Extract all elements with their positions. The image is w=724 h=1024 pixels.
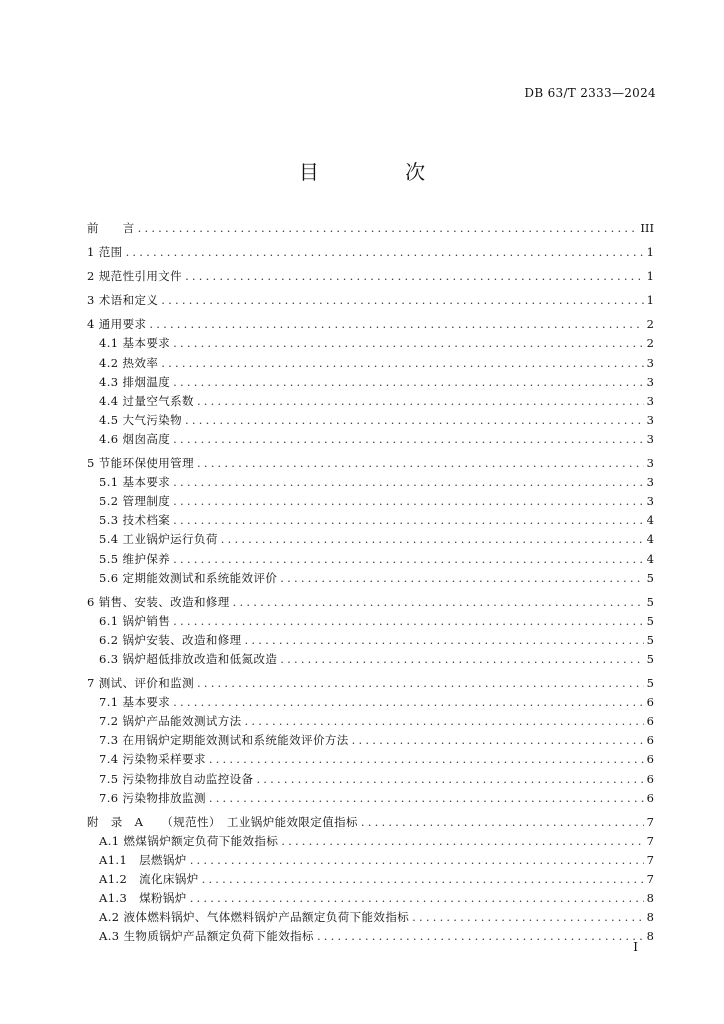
toc-leader-dots: [245, 712, 644, 731]
toc-entry-label: 7.5 污染物排放自动监控设备: [99, 771, 254, 786]
toc-entry-page: 3: [646, 355, 654, 370]
toc-entry-label: A.3 生物质锅炉产品额定负荷下能效指标: [99, 929, 314, 944]
toc-subentry[interactable]: [87, 354, 654, 373]
toc-leader-dots: [412, 908, 644, 927]
toc-entry-label: 附 录 A （规范性） 工业锅炉能效限定值指标: [87, 814, 358, 829]
toc-entry-page: 7: [646, 872, 654, 886]
toc-entry-label: 7.3 在用锅炉定期能效测试和系统能效评价方法: [99, 733, 349, 748]
toc-entry-page: 1: [646, 293, 654, 308]
toc-leader-dots: [185, 267, 644, 286]
toc-subentry[interactable]: [87, 511, 654, 530]
toc-subentry[interactable]: [87, 492, 654, 511]
toc-entry-page: 7: [646, 833, 654, 848]
toc-entry[interactable]: [87, 593, 654, 612]
toc-entry-label: 5.3 技术档案: [99, 513, 171, 528]
toc-leader-dots: [185, 411, 644, 430]
toc-subentry[interactable]: [87, 731, 654, 750]
toc-entry[interactable]: [87, 674, 654, 693]
toc-entry-label: 5.4 工业锅炉运行负荷: [99, 532, 218, 547]
toc-entry-label: 5 节能环保使用管理: [87, 456, 194, 471]
toc-entry-label: 4.1 基本要求: [99, 336, 171, 351]
toc-subentry[interactable]: [87, 889, 654, 908]
page-number: I: [633, 940, 638, 954]
toc-leader-dots: [281, 832, 643, 851]
toc-entry-page: 3: [646, 456, 654, 471]
toc-subentry[interactable]: [87, 650, 654, 669]
toc-entry-label: 7.6 污染物排放监测: [99, 790, 206, 805]
toc-entry-page: 6: [646, 695, 654, 710]
toc-entry-label: A1.3 煤粉锅炉: [99, 891, 187, 906]
table-of-contents: [87, 219, 654, 946]
toc-entry[interactable]: [87, 291, 654, 310]
toc-entry-label: 7 测试、评价和监测: [87, 676, 194, 691]
toc-entry-page: 3: [646, 475, 654, 490]
toc-entry[interactable]: [87, 243, 654, 262]
toc-subentry[interactable]: [87, 373, 654, 392]
toc-subentry[interactable]: [87, 334, 654, 353]
toc-subentry[interactable]: [87, 832, 654, 851]
toc-subentry[interactable]: [87, 392, 654, 411]
toc-entry-page: 3: [646, 494, 654, 509]
toc-entry-page: 8: [646, 910, 654, 925]
toc-entry-label: 前 言: [87, 221, 135, 235]
toc-entry-page: 7: [646, 814, 654, 829]
toc-entry-label: 1 范围: [87, 245, 123, 260]
toc-entry-page: 6: [646, 733, 654, 748]
toc-subentry[interactable]: [87, 908, 654, 927]
toc-leader-dots: [317, 927, 644, 946]
toc-entry-label: 5.5 维护保养: [99, 551, 171, 566]
toc-leader-dots: [126, 243, 644, 262]
toc-leader-dots: [256, 770, 643, 789]
toc-entry-page: 4: [646, 513, 654, 528]
toc-leader-dots: [197, 392, 644, 411]
toc-entry[interactable]: [87, 267, 654, 286]
toc-leader-dots: [173, 511, 644, 530]
toc-entry-label: 5.6 定期能效测试和系统能效评价: [99, 570, 278, 585]
toc-entry[interactable]: [87, 454, 654, 473]
toc-leader-dots: [173, 373, 644, 392]
toc-leader-dots: [233, 593, 644, 612]
toc-entry-page: 6: [646, 771, 654, 786]
toc-entry-page: 8: [646, 891, 654, 906]
toc-entry-page: 1: [646, 245, 654, 260]
toc-subentry[interactable]: [87, 631, 654, 650]
toc-entry-label: 4.5 大气污染物: [99, 412, 183, 427]
toc-leader-dots: [190, 889, 644, 908]
toc-leader-dots: [149, 315, 643, 334]
toc-entry-page: 8: [646, 929, 654, 944]
toc-entry-label: A1.1 层燃锅炉: [99, 852, 187, 867]
toc-title: 目 次: [298, 160, 466, 184]
toc-entry-page: 4: [646, 551, 654, 566]
toc-entry-page: 5: [646, 613, 654, 628]
toc-entry-label: 3 术语和定义: [87, 293, 159, 308]
toc-leader-dots: [138, 219, 638, 238]
toc-subentry[interactable]: [87, 612, 654, 631]
toc-entry-page: 5: [646, 594, 654, 609]
toc-entry[interactable]: [87, 315, 654, 334]
toc-entry-label: 7.1 基本要求: [99, 695, 171, 710]
toc-leader-dots: [173, 693, 644, 712]
toc-leader-dots: [173, 612, 644, 631]
toc-subentry[interactable]: [87, 770, 654, 789]
toc-entry-label: 5.2 管理制度: [99, 494, 171, 509]
toc-entry-page: 3: [646, 412, 654, 427]
toc-leader-dots: [209, 789, 644, 808]
toc-subentry[interactable]: [87, 530, 654, 549]
toc-leader-dots: [209, 750, 644, 769]
toc-entry-page: 1: [646, 269, 654, 284]
toc-entry-label: 4.2 热效率: [99, 355, 159, 370]
toc-entry[interactable]: [87, 219, 654, 238]
toc-leader-dots: [280, 569, 643, 588]
toc-leader-dots: [161, 291, 643, 310]
toc-subentry[interactable]: [87, 550, 654, 569]
toc-entry-label: 6.3 锅炉超低排放改造和低氮改造: [99, 651, 278, 666]
toc-leader-dots: [190, 851, 644, 870]
toc-entry[interactable]: [87, 813, 654, 832]
toc-leader-dots: [245, 631, 644, 650]
toc-entry-page: 2: [646, 336, 654, 351]
toc-entry-label: 4 通用要求: [87, 317, 147, 332]
toc-leader-dots: [202, 870, 644, 889]
toc-entry-label: 6.2 锅炉安装、改造和修理: [99, 632, 242, 647]
toc-leader-dots: [173, 473, 644, 492]
toc-subentry[interactable]: [87, 473, 654, 492]
toc-subentry[interactable]: [87, 712, 654, 731]
toc-entry-page: 5: [646, 632, 654, 647]
toc-leader-dots: [361, 813, 644, 832]
toc-leader-dots: [173, 550, 644, 569]
toc-entry-page: 3: [646, 393, 654, 408]
toc-subentry[interactable]: [87, 789, 654, 808]
toc-entry-label: A.1 燃煤锅炉额定负荷下能效指标: [99, 833, 279, 848]
toc-leader-dots: [161, 354, 643, 373]
toc-entry-label: A1.2 流化床锅炉: [99, 872, 199, 886]
toc-subentry[interactable]: [87, 430, 654, 449]
toc-subentry[interactable]: [87, 870, 654, 889]
toc-entry-page: 3: [646, 431, 654, 446]
toc-entry-page: 6: [646, 752, 654, 767]
toc-leader-dots: [197, 454, 644, 473]
toc-leader-dots: [352, 731, 644, 750]
toc-leader-dots: [280, 650, 643, 669]
toc-subentry[interactable]: [87, 750, 654, 769]
toc-entry-label: 4.3 排烟温度: [99, 374, 171, 389]
toc-entry-label: 5.1 基本要求: [99, 475, 171, 490]
toc-entry-page: 6: [646, 790, 654, 805]
toc-subentry[interactable]: [87, 927, 654, 946]
toc-leader-dots: [173, 430, 644, 449]
toc-entry-page: 5: [646, 651, 654, 666]
toc-leader-dots: [221, 530, 644, 549]
toc-entry-label: 7.4 污染物采样要求: [99, 752, 206, 767]
toc-entry-label: 4.6 烟囱高度: [99, 431, 171, 446]
toc-subentry[interactable]: [87, 569, 654, 588]
toc-entry-label: 6 销售、安装、改造和修理: [87, 594, 230, 609]
toc-leader-dots: [173, 334, 644, 353]
toc-entry-page: 2: [646, 317, 654, 332]
toc-subentry[interactable]: [87, 851, 654, 870]
toc-leader-dots: [173, 492, 644, 511]
toc-entry-label: 7.2 锅炉产品能效测试方法: [99, 714, 242, 729]
toc-entry-label: 4.4 过量空气系数: [99, 393, 194, 408]
toc-leader-dots: [197, 674, 644, 693]
toc-entry-label: 2 规范性引用文件: [87, 269, 183, 284]
toc-entry-page: 5: [646, 570, 654, 585]
toc-entry-page: 7: [646, 852, 654, 867]
toc-subentry[interactable]: [87, 411, 654, 430]
toc-entry-page: 4: [646, 532, 654, 547]
toc-entry-page: 5: [646, 676, 654, 691]
toc-subentry[interactable]: [87, 693, 654, 712]
toc-entry-page: 3: [646, 374, 654, 389]
toc-entry-label: A.2 液体燃料锅炉、气体燃料锅炉产品额定负荷下能效指标: [99, 910, 410, 925]
document-code: DB 63/T 2333—2024: [524, 86, 656, 100]
toc-entry-page: 6: [646, 714, 654, 729]
toc-entry-page: III: [640, 221, 654, 235]
toc-entry-label: 6.1 锅炉销售: [99, 613, 171, 628]
